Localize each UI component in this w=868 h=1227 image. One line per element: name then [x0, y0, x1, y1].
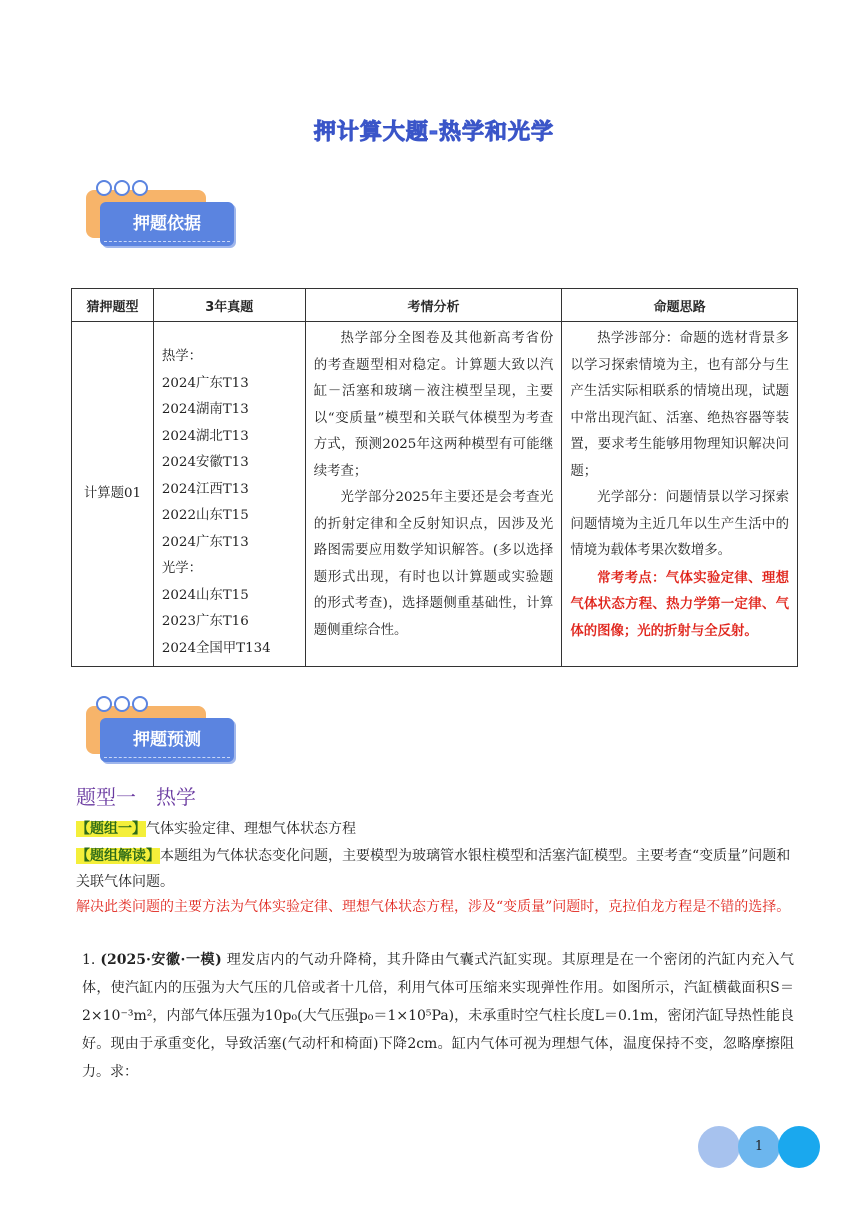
table-header-row — [72, 289, 798, 322]
page-footer — [698, 1126, 828, 1168]
section-title: 题型一 热学 — [76, 785, 196, 809]
page-number: 1 — [754, 1139, 764, 1154]
exam-item: 2024广东T13 — [161, 534, 249, 550]
banner-dash-line — [104, 241, 230, 242]
exam-item: 2022山东T15 — [161, 508, 249, 523]
banner-label: 押题依据 — [133, 214, 201, 234]
exam-item: 2024江西T13 — [161, 481, 249, 497]
question-text: 理发店内的气动升降椅，其升降由气囊式汽缸实现。其原理是在一个密闭的汽缸内充入气体，使汽缸内的压强为大气压的几倍或者十几倍，利用气体可压缩来实现弹性作用。如图所示，汽缸横截面积S＝2×10⁻³m²，内部气体压强为10p₀(大气压强p₀＝1×10⁵Pa)，未承重时空气柱长度L＝0.1m，密闭汽缸导热性能良好。现由于承重变化，导致活塞(气动杆和椅面)下降2cm。缸内气体可视为理想气体，温度保持不变，忽略摩擦阻力。求： — [82, 952, 795, 1080]
header-type: 猜押题型 — [72, 289, 154, 322]
banner-forecast — [72, 696, 242, 766]
cell-exams — [153, 322, 305, 667]
banner-front-shape — [100, 718, 234, 762]
binder-rings-icon — [96, 696, 150, 716]
footer-dot — [778, 1126, 820, 1168]
analysis-paragraph: 光学部分2025年主要还是会考查光的折射定律和全反射知识点，因涉及光路图需要应用数学知识解答。(多以选择题形式出现，有时也以计算题或实验题的形式考查)，选择题侧重基础性，计算题侧重综合性。 — [313, 490, 554, 638]
binder-rings-icon — [96, 180, 150, 200]
cell-analysis — [305, 322, 562, 667]
exam-item: 2024广东T13 — [161, 375, 249, 391]
exam-item: 2023广东T16 — [161, 614, 249, 629]
banner-label: 押题预测 — [133, 730, 201, 750]
ideas-paragraph: 光学部分：问题情景以学习探索问题情境为主近几年以生产生活中的情境为载体考果次数增多。 — [570, 490, 789, 558]
exam-info-table — [71, 288, 798, 667]
exam-item: 2024全国甲T134 — [161, 640, 271, 656]
banner-dash-line — [104, 757, 230, 758]
question-number: 1. — [82, 952, 96, 968]
exam-item: 2024湖南T13 — [161, 402, 249, 417]
ideas-paragraph: 热学涉部分：命题的选材背景多以学习探索情境为主，也有部分与生产生活实际相联系的情境出现，试题中常出现汽缸、活塞、绝热容器等装置，要求考生能够用物理知识解决问题； — [570, 331, 789, 479]
header-exams: 3年真题 — [153, 289, 305, 322]
exam-item: 热学： — [161, 349, 203, 364]
cell-ideas — [562, 322, 798, 667]
cell-type: 计算题01 — [72, 322, 154, 667]
group-reading — [76, 843, 794, 895]
exam-item: 2024湖北T13 — [161, 428, 249, 444]
question-1 — [82, 946, 794, 1086]
question-source: (2025·安徽·一模) — [100, 952, 222, 968]
reading-text: 本题组为气体状态变化问题，主要模型为玻璃管水银柱模型和活塞汽缸模型。主要考查“变质量”问题和关联气体问题。 — [76, 848, 791, 890]
method-text: 解决此类问题的主要方法为气体实验定律、理想气体状态方程，涉及“变质量”问题时，克拉伯龙方程是不错的选择。 — [76, 899, 791, 915]
banner-front-shape — [100, 202, 234, 246]
document-title: 押计算大题-热学和光学 — [313, 120, 555, 145]
group-line — [76, 816, 794, 842]
header-analysis: 考情分析 — [305, 289, 562, 322]
group-text: 气体实验定律、理想气体状态方程 — [146, 821, 356, 837]
exam-item: 2024安徽T13 — [161, 455, 249, 470]
reading-tag: 【题组解读】 — [76, 848, 160, 864]
banner-basis — [72, 180, 242, 250]
table-row — [72, 322, 798, 667]
analysis-paragraph: 热学部分全图卷及其他新高考省份的考查题型相对稳定。计算题大致以汽缸－活塞和玻璃－液注模型呈现，主要以“变质量”模型和关联气体模型为考查方式，预测2025年这两种模型有可能继续考查； — [313, 331, 554, 479]
footer-dot — [698, 1126, 740, 1168]
exam-item: 光学： — [161, 561, 203, 576]
key-points: 常考考点：气体实验定律、理想气体状态方程、热力学第一定律、气体的图像；光的折射与全反射。 — [570, 569, 789, 639]
group-tag: 【题组一】 — [76, 821, 146, 837]
exam-item: 2024山东T15 — [161, 587, 249, 603]
header-ideas: 命题思路 — [562, 289, 798, 322]
